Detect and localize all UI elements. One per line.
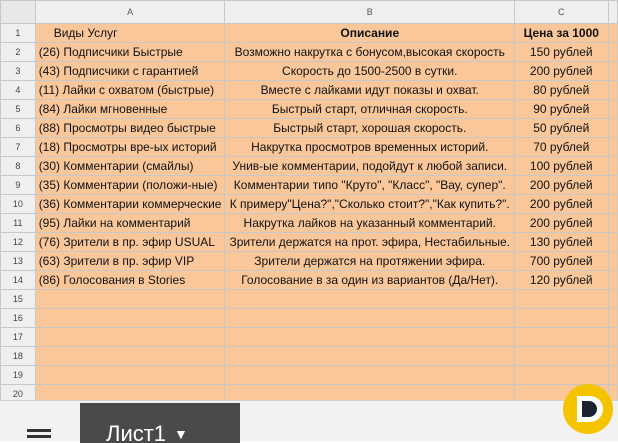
description-cell[interactable]: Унив-ые комментарии, подойдут к любой записи. [225,157,515,176]
table-row [1,385,618,401]
description-cell[interactable]: Возможно накрутка с бонусом,высокая скорость [225,43,515,62]
row-header[interactable]: 6 [1,119,36,138]
empty-cell[interactable] [608,366,617,385]
description-cell[interactable]: Зрители держатся на прот. эфира, Нестабильные. [225,233,515,252]
column-header-a[interactable]: A [35,1,225,24]
empty-cell[interactable] [608,100,617,119]
service-cell[interactable]: (86) Голосования в Stories [35,271,225,290]
service-cell[interactable]: (43) Подписчики с гарантией [35,62,225,81]
row-header[interactable]: 20 [1,385,36,401]
empty-cell[interactable] [35,347,225,366]
row-header[interactable]: 11 [1,214,36,233]
empty-cell[interactable] [608,195,617,214]
table-row [1,100,618,119]
table-row [1,195,618,214]
service-cell[interactable]: (76) Зрители в пр. эфир USUAL [35,233,225,252]
table-row [1,43,618,62]
table-row [1,328,618,347]
price-cell[interactable]: 200 рублей [515,195,609,214]
empty-cell[interactable] [608,119,617,138]
price-cell[interactable]: 80 рублей [515,81,609,100]
header-cell-services[interactable]: Виды Услуг [35,24,225,43]
empty-cell[interactable] [225,385,515,401]
empty-cell[interactable] [35,328,225,347]
table-row [1,24,618,43]
header-cell-price[interactable]: Цена за 1000 [515,24,609,43]
table-row [1,214,618,233]
description-cell[interactable]: Скорость до 1500-2500 в сутки. [225,62,515,81]
description-cell[interactable]: Быстрый старт, хорошая скорость. [225,119,515,138]
row-header[interactable]: 15 [1,290,36,309]
description-cell[interactable]: Зрители держатся на протяжении эфира. [225,252,515,271]
empty-cell[interactable] [608,328,617,347]
price-cell[interactable]: 70 рублей [515,138,609,157]
empty-cell[interactable] [35,309,225,328]
empty-cell[interactable] [608,43,617,62]
row-header[interactable]: 19 [1,366,36,385]
description-cell[interactable]: Вместе с лайками идут показы и охват. [225,81,515,100]
empty-cell[interactable] [225,347,515,366]
description-cell[interactable]: К примеру"Цена?","Сколько стоит?","Как купить?". [225,195,515,214]
header-cell-description[interactable]: Описание [225,24,515,43]
column-header-row [1,1,618,24]
empty-cell[interactable] [225,290,515,309]
empty-cell[interactable] [608,290,617,309]
price-cell[interactable]: 120 рублей [515,271,609,290]
empty-cell[interactable] [515,328,609,347]
price-cell[interactable]: 130 рублей [515,233,609,252]
service-cell[interactable]: (11) Лайки с охватом (быстрые) [35,81,225,100]
empty-cell[interactable] [35,290,225,309]
description-cell[interactable]: Голосование в за один из вариантов (Да/Нет). [225,271,515,290]
price-cell[interactable]: 200 рублей [515,62,609,81]
empty-cell[interactable] [515,309,609,328]
table-row [1,157,618,176]
empty-cell[interactable] [515,366,609,385]
table-row [1,176,618,195]
table-row [1,290,618,309]
service-cell[interactable]: (18) Просмотры вре-ых историй [35,138,225,157]
empty-cell[interactable] [608,214,617,233]
table-row [1,252,618,271]
table-row [1,309,618,328]
row-header[interactable]: 14 [1,271,36,290]
empty-cell[interactable] [608,176,617,195]
empty-cell[interactable] [35,366,225,385]
row-header[interactable]: 13 [1,252,36,271]
row-header[interactable]: 8 [1,157,36,176]
row-header[interactable]: 2 [1,43,36,62]
description-cell[interactable]: Быстрый старт, отличная скорость. [225,100,515,119]
description-cell[interactable]: Накрутка лайков на указанный комментарий. [225,214,515,233]
app-logo-icon [563,384,613,434]
empty-cell[interactable] [225,328,515,347]
service-cell[interactable]: (35) Комментарии (положи-ные) [35,176,225,195]
empty-cell[interactable] [608,233,617,252]
price-cell[interactable]: 200 рублей [515,176,609,195]
service-cell[interactable]: (88) Просмотры видео быстрые [35,119,225,138]
table-row [1,62,618,81]
empty-cell[interactable] [225,366,515,385]
empty-cell[interactable] [608,271,617,290]
sheet-tab-list1[interactable] [80,403,240,443]
sheet-tab-label: Лист1 [106,421,167,443]
empty-cell[interactable] [608,347,617,366]
row-header[interactable]: 18 [1,347,36,366]
price-cell[interactable]: 700 рублей [515,252,609,271]
row-header[interactable]: 10 [1,195,36,214]
sheet-tabs-bar [0,400,618,441]
table-row [1,347,618,366]
row-header[interactable]: 16 [1,309,36,328]
table-row [1,138,618,157]
service-cell[interactable]: (84) Лайки мгновенные [35,100,225,119]
price-cell[interactable]: 200 рублей [515,214,609,233]
price-cell[interactable]: 50 рублей [515,119,609,138]
empty-cell[interactable] [608,157,617,176]
empty-cell[interactable] [515,290,609,309]
table-row [1,271,618,290]
empty-cell[interactable] [608,81,617,100]
service-cell[interactable]: (63) Зрители в пр. эфир VIP [35,252,225,271]
select-all-corner[interactable] [1,1,36,24]
empty-cell[interactable] [225,309,515,328]
description-cell[interactable]: Комментарии типо "Круто", "Класс", "Вау, супер". [225,176,515,195]
description-cell[interactable]: Накрутка просмотров временных историй. [225,138,515,157]
service-cell[interactable]: (26) Подписчики Быстрые [35,43,225,62]
table-row [1,366,618,385]
service-cell[interactable]: (36) Комментарии коммерческие [35,195,225,214]
dropdown-arrow-icon: ▼ [174,426,188,442]
row-header[interactable]: 9 [1,176,36,195]
table-row [1,233,618,252]
price-cell[interactable]: 150 рублей [515,43,609,62]
service-cell[interactable]: (95) Лайки на комментарий [35,214,225,233]
table-row [1,119,618,138]
empty-cell[interactable] [608,138,617,157]
empty-cell[interactable] [608,24,617,43]
empty-cell[interactable] [608,252,617,271]
empty-cell[interactable] [608,62,617,81]
row-header[interactable]: 3 [1,62,36,81]
column-header-c[interactable]: C [515,1,609,24]
column-header-d[interactable] [608,1,617,24]
row-header[interactable]: 4 [1,81,36,100]
column-header-b[interactable]: B [225,1,515,24]
price-cell[interactable]: 90 рублей [515,100,609,119]
row-header[interactable]: 5 [1,100,36,119]
empty-cell[interactable] [35,385,225,401]
menu-icon[interactable] [27,429,51,441]
empty-cell[interactable] [608,309,617,328]
row-header[interactable]: 17 [1,328,36,347]
row-header[interactable]: 1 [1,24,36,43]
service-cell[interactable]: (30) Комментарии (смайлы) [35,157,225,176]
row-header[interactable]: 7 [1,138,36,157]
price-cell[interactable]: 100 рублей [515,157,609,176]
table-row [1,81,618,100]
row-header[interactable]: 12 [1,233,36,252]
empty-cell[interactable] [515,347,609,366]
